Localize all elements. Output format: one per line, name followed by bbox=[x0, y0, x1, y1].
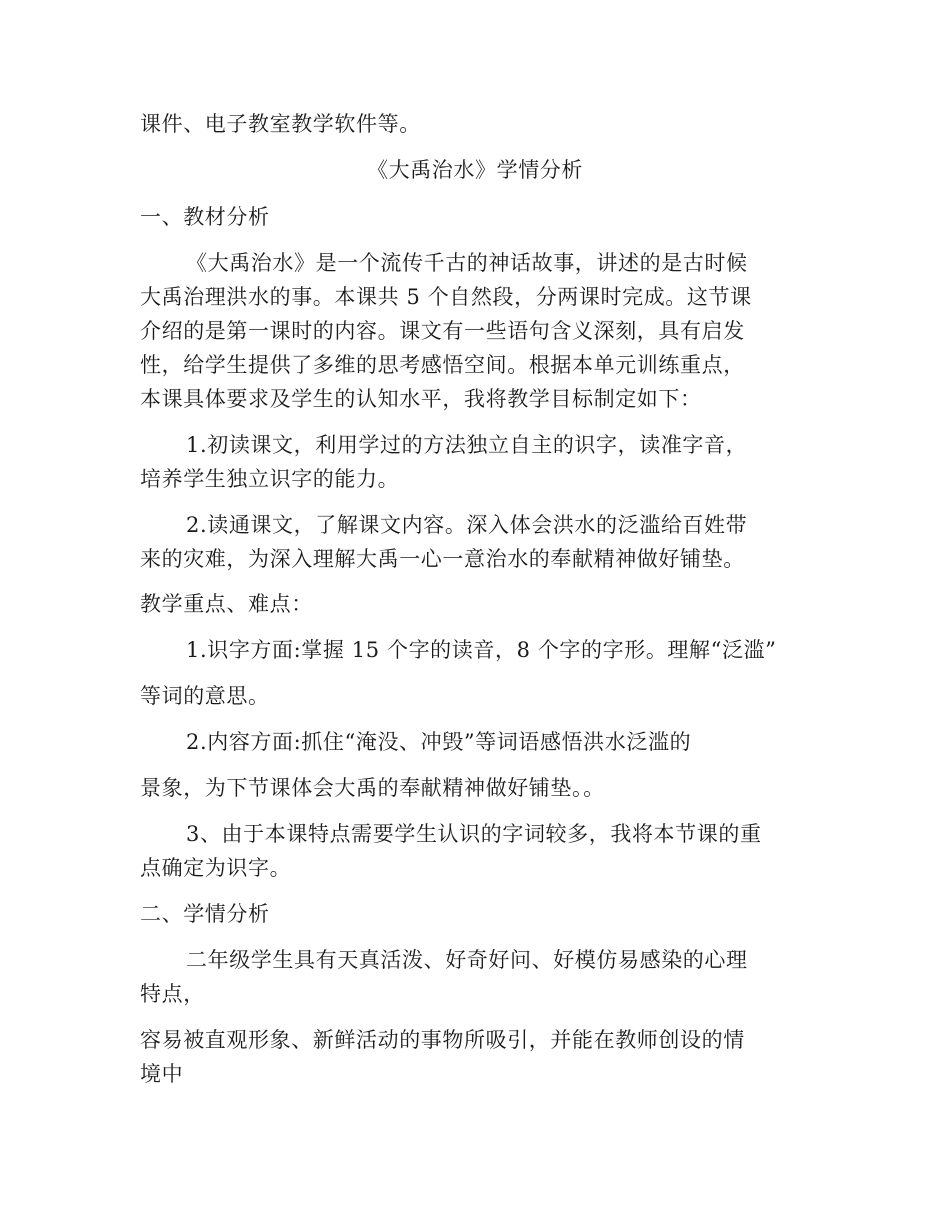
text-line: 等词的意思。 bbox=[140, 684, 270, 708]
section-title: 《大禹治水》学情分析 bbox=[367, 158, 583, 182]
text-line: 二年级学生具有天真活泼、好奇好问、好模仿易感染的心理 bbox=[186, 948, 748, 972]
text-line: 性，给学生提供了多维的思考感悟空间。根据本单元训练重点， bbox=[140, 353, 745, 377]
text-line: 《大禹治水》是一个流传千古的神话故事，讲述的是古时候 bbox=[186, 251, 748, 275]
text-line: 特点， bbox=[140, 982, 205, 1006]
heading-textbook-analysis: 一、教材分析 bbox=[140, 205, 270, 229]
text-line: 大禹治理洪水的事。本课共 5 个自然段，分两课时完成。这节课 bbox=[140, 285, 752, 309]
text-line: 容易被直观形象、新鲜活动的事物所吸引，并能在教师创设的情 bbox=[140, 1028, 745, 1052]
text-line: 来的灾难，为深入理解大禹一心一意治水的奉献精神做好铺垫。 bbox=[140, 547, 745, 571]
text-line: 景象，为下节课体会大禹的奉献精神做好铺垫。。 bbox=[140, 776, 605, 800]
text-line: 1.识字方面:掌握 15 个字的读音，8 个字的字形。理解“泛滥” bbox=[186, 638, 777, 662]
text-line: 2.读通课文，了解课文内容。深入体会洪水的泛滥给百姓带 bbox=[186, 513, 748, 537]
text-line: 培养学生独立识字的能力。 bbox=[140, 467, 400, 491]
text-line: 1.初读课文，利用学过的方法独立自主的识字，读准字音， bbox=[186, 433, 748, 457]
text-line: 课件、电子教室教学软件等。 bbox=[140, 112, 421, 136]
text-line: 介绍的是第一课时的内容。课文有一些语句含义深刻，具有启发 bbox=[140, 319, 745, 343]
heading-key-points: 教学重点、难点： bbox=[140, 592, 313, 616]
text-line: 境中 bbox=[140, 1062, 184, 1086]
text-line: 3、由于本课特点需要学生认识的字词较多，我将本节课的重 bbox=[186, 822, 762, 846]
text-line: 2.内容方面:抓住“淹没、冲毁”等词语感悟洪水泛滥的 bbox=[186, 730, 692, 754]
text-line: 本课具体要求及学生的认知水平，我将教学目标制定如下： bbox=[140, 387, 702, 411]
heading-student-analysis: 二、学情分析 bbox=[140, 902, 270, 926]
text-line: 点确定为识字。 bbox=[140, 856, 292, 880]
